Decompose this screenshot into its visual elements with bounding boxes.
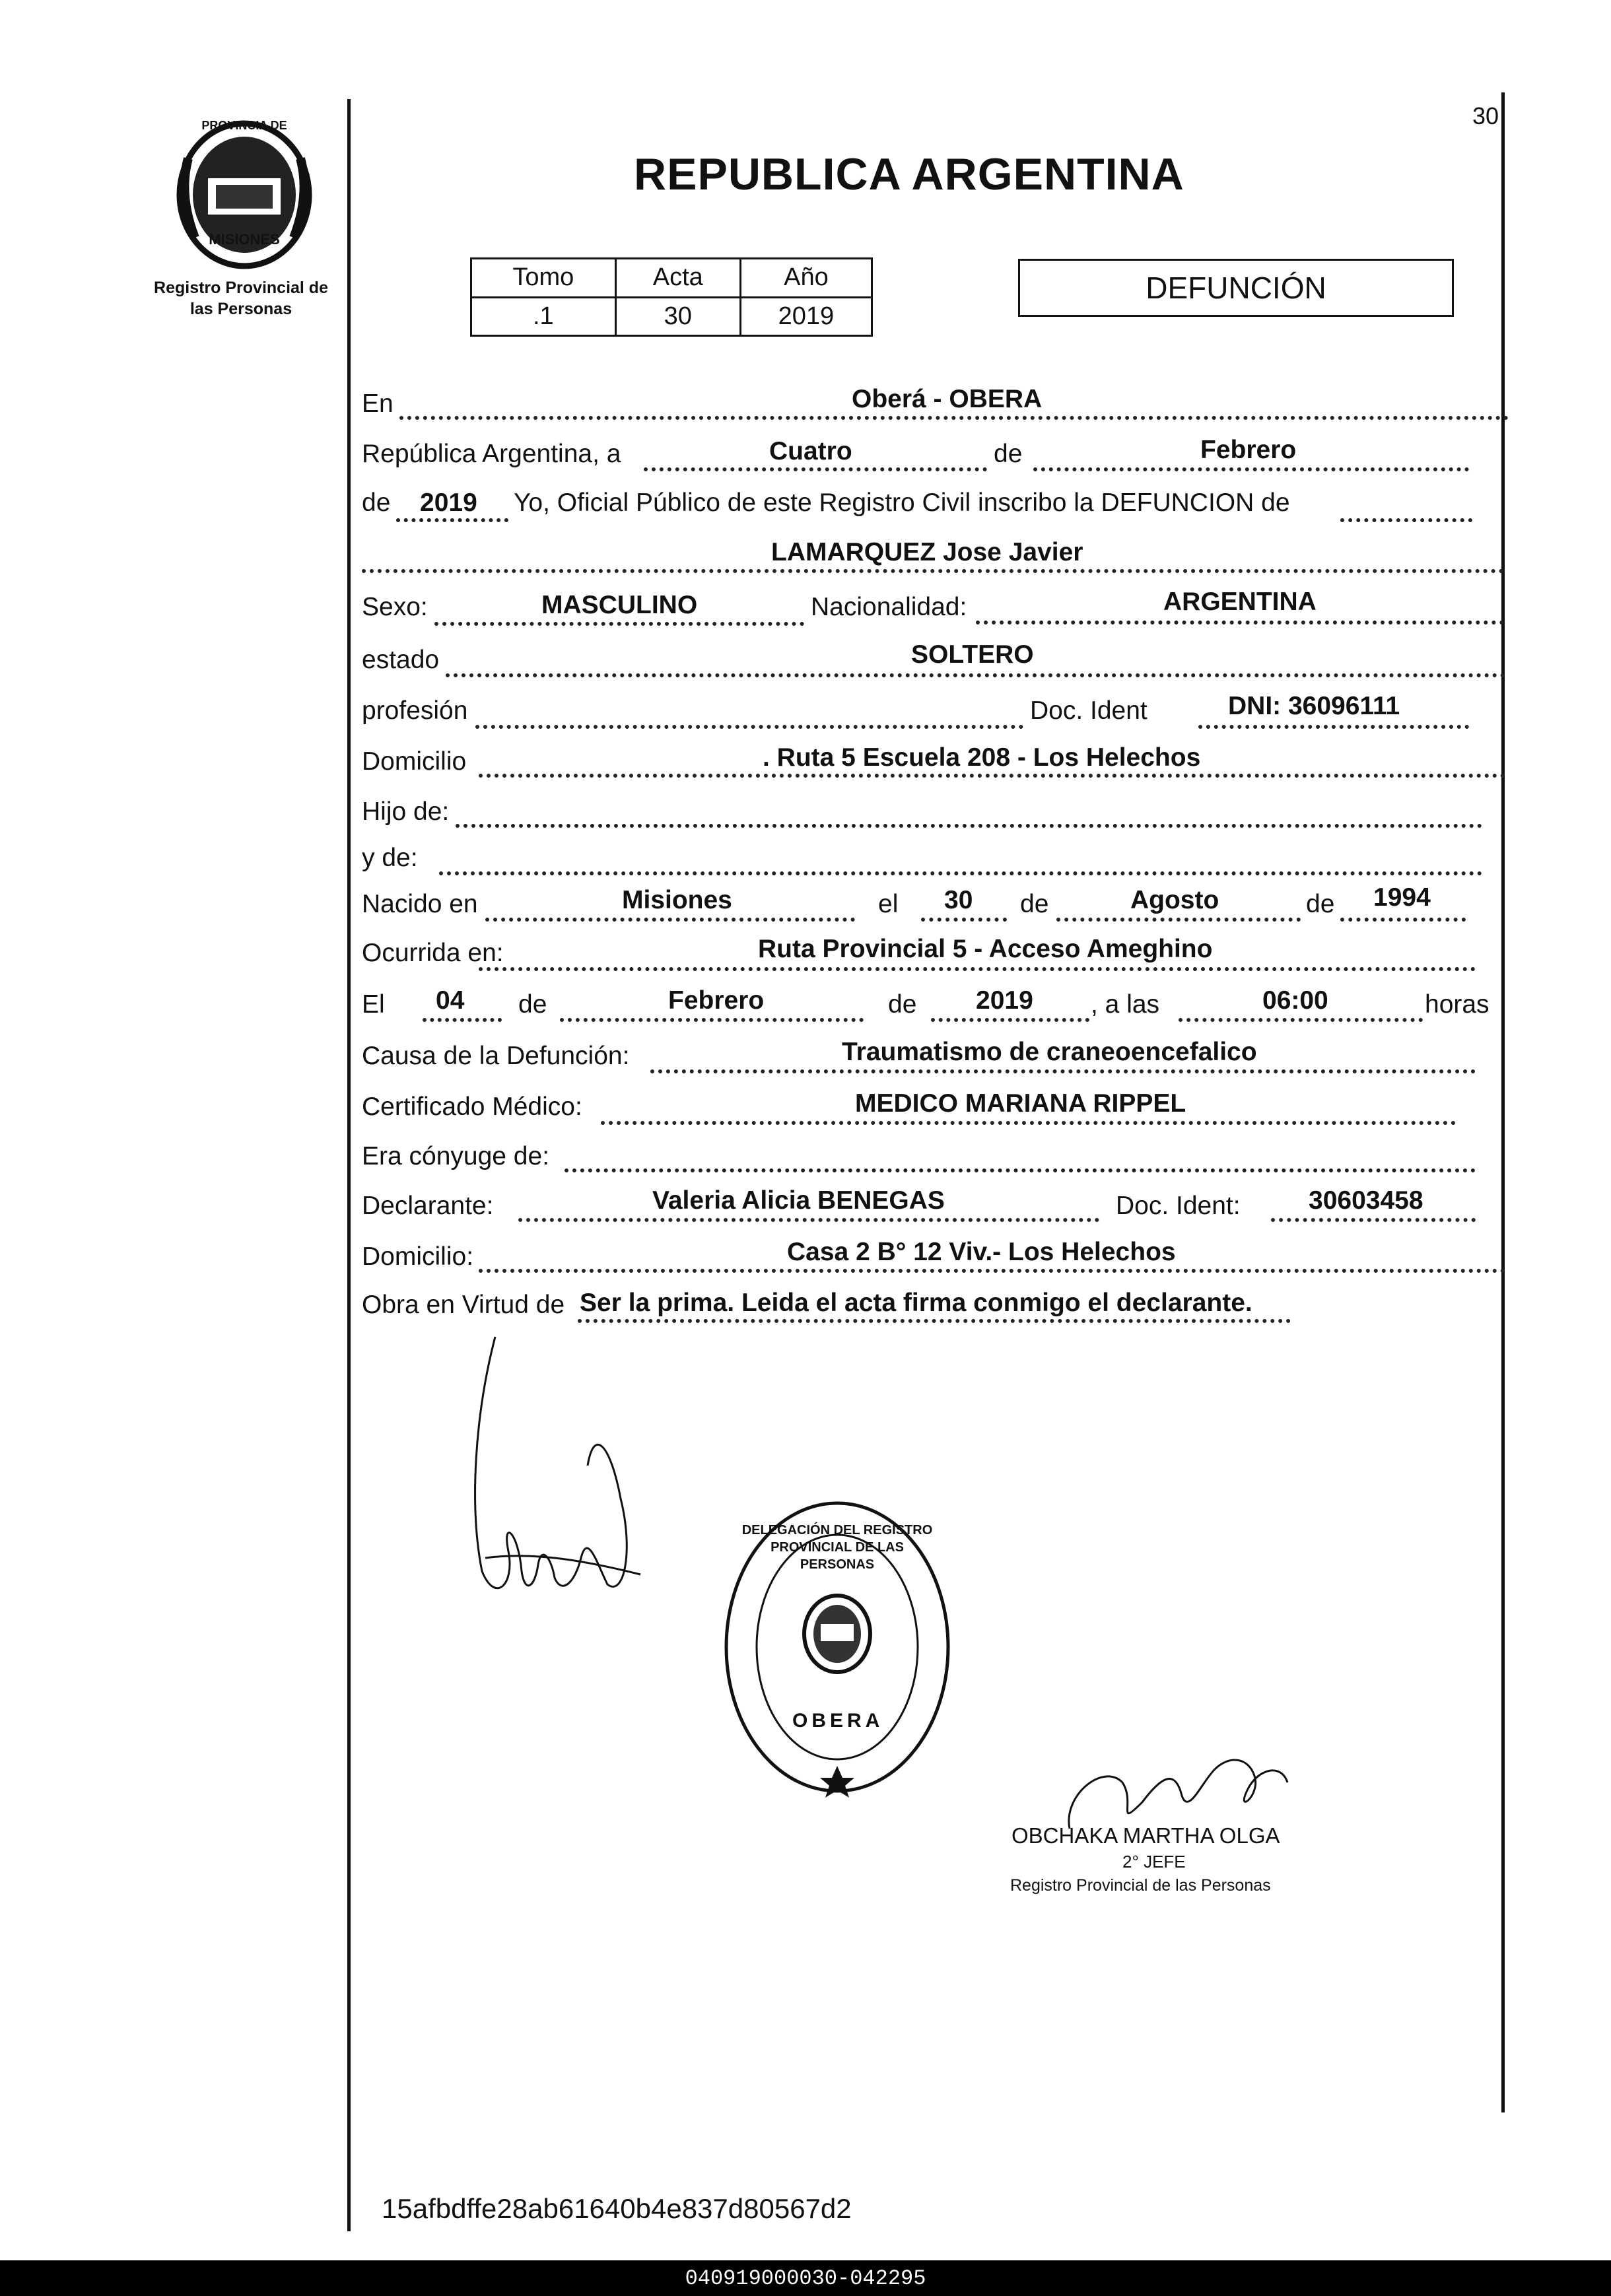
domicilio2-value: Casa 2 B° 12 Viv.- Los Helechos: [787, 1238, 1176, 1266]
y-de-label: y de:: [362, 844, 418, 872]
birth-year-value: 1994: [1373, 883, 1431, 912]
year-value: 2019: [420, 489, 477, 517]
hijo-de-line: [456, 824, 1482, 828]
hijo-de-label: Hijo de:: [362, 797, 450, 826]
year-line: [396, 518, 508, 522]
domicilio-line: [479, 774, 1505, 778]
sexo-value: MASCULINO: [541, 591, 698, 619]
document-hash: 15afbdffe28ab61640b4e837d80567d2: [382, 2193, 852, 2224]
declarante-doc-line: [1271, 1218, 1476, 1222]
death-month-value: Febrero: [668, 986, 765, 1015]
causa-line: [650, 1069, 1476, 1073]
stamp-city: OBERA: [792, 1710, 884, 1732]
official-org: Registro Provincial de las Personas: [1010, 1876, 1271, 1895]
ocurrida-value: Ruta Provincial 5 - Acceso Ameghino: [758, 935, 1213, 963]
obra-line: [578, 1319, 1291, 1323]
certificado-line: [601, 1121, 1456, 1125]
acta-value: 30: [615, 297, 740, 336]
birth-month-value: Agosto: [1130, 886, 1219, 914]
ano-header: Año: [740, 259, 872, 298]
domicilio-value: . Ruta 5 Escuela 208 - Los Helechos: [763, 743, 1201, 772]
org-name-line1: Registro Provincial de: [154, 279, 328, 297]
org-name-line2: las Personas: [189, 300, 292, 318]
doc-ident-label: Doc. Ident: [1030, 696, 1148, 725]
barcode-strip: [0, 2260, 1611, 2296]
de-label-2: de: [362, 489, 391, 517]
obra-label: Obra en Virtud de: [362, 1291, 565, 1319]
domicilio2-label: Domicilio:: [362, 1242, 474, 1271]
declarante-value: Valeria Alicia BENEGAS: [652, 1186, 945, 1215]
obra-value: Ser la prima. Leida el acta firma conmigo el declarante.: [580, 1289, 1252, 1317]
a-las-label: , a las: [1091, 990, 1160, 1019]
nacido-en-line: [485, 918, 855, 922]
deceased-name-value: LAMARQUEZ Jose Javier: [771, 538, 1083, 566]
yo-text: Yo, Oficial Público de este Registro Civil inscribo la DEFUNCION de: [514, 489, 1290, 517]
record-table-header-row: [471, 259, 872, 298]
nacionalidad-value: ARGENTINA: [1163, 588, 1317, 616]
death-year-value: 2019: [976, 986, 1033, 1015]
declarante-label: Declarante:: [362, 1192, 494, 1220]
ano-value: 2019: [740, 297, 872, 336]
certificado-value: MEDICO MARIANA RIPPEL: [855, 1089, 1186, 1118]
margin-rule-right: [1501, 92, 1505, 2112]
el-label: el: [878, 890, 899, 918]
org-name: [132, 277, 350, 320]
declarant-signature: [456, 1334, 654, 1611]
death-time-value: 06:00: [1262, 986, 1328, 1015]
barcode-text: 040919000030-042295: [685, 2266, 926, 2291]
conyuge-label: Era cónyuge de:: [362, 1142, 550, 1170]
place-value: Oberá - OBERA: [852, 385, 1043, 413]
doc-ident2-label: Doc. Ident:: [1116, 1192, 1241, 1220]
margin-rule-left: [347, 99, 351, 2231]
tomo-header: Tomo: [471, 259, 616, 298]
yo-line: [1340, 518, 1472, 522]
official-role: 2° JEFE: [1122, 1852, 1186, 1872]
page-number: 30: [1472, 102, 1499, 129]
death-day-value: 04: [436, 986, 465, 1015]
profesion-label: profesión: [362, 696, 468, 725]
birth-day-value: 30: [944, 886, 973, 914]
nacionalidad-label: Nacionalidad:: [811, 593, 967, 621]
birth-month-line: [1056, 918, 1301, 922]
acta-header: Acta: [615, 259, 740, 298]
estado-label: estado: [362, 646, 440, 674]
sexo-label: Sexo:: [362, 593, 428, 621]
y-de-line: [439, 871, 1482, 875]
birth-day-line: [921, 918, 1007, 922]
birth-year-line: [1340, 918, 1466, 922]
horas-label: horas: [1425, 990, 1490, 1019]
causa-label: Causa de la Defunción:: [362, 1042, 630, 1070]
de-label-5: de: [518, 990, 547, 1019]
death-day-line: [423, 1018, 502, 1022]
nacido-label: Nacido en: [362, 890, 478, 918]
document-title: REPUBLICA ARGENTINA: [634, 149, 1184, 199]
de-label-3: de: [1020, 890, 1049, 918]
estado-line: [446, 673, 1505, 677]
record-table: [470, 257, 873, 337]
doc-ident-line: [1198, 725, 1469, 729]
record-type-box: DEFUNCIÓN: [1018, 259, 1454, 317]
stamp-ring-text: DELEGACIÓN DEL REGISTRO PROVINCIAL DE LAS PERSONAS: [741, 1523, 933, 1572]
death-month-line: [560, 1018, 864, 1022]
en-label: En: [362, 389, 394, 418]
logo-bottom-text: MISIONES: [209, 231, 280, 248]
doc-ident-value: DNI: 36096111: [1228, 692, 1400, 720]
tomo-value: .1: [471, 297, 616, 336]
de-label-6: de: [888, 990, 917, 1019]
conyuge-line: [565, 1168, 1476, 1172]
republica-label: República Argentina, a: [362, 440, 621, 468]
month-value: Febrero: [1200, 436, 1297, 464]
death-time-line: [1179, 1018, 1423, 1022]
certificado-label: Certificado Médico:: [362, 1093, 582, 1121]
logo-top-text: PROVINCIA DE: [201, 119, 287, 132]
declarante-doc-value: 30603458: [1309, 1186, 1423, 1215]
causa-value: Traumatismo de craneoencefalico: [842, 1038, 1257, 1066]
estado-value: SOLTERO: [911, 640, 1034, 669]
domicilio2-line: [479, 1269, 1505, 1273]
de-label-1: de: [994, 440, 1023, 468]
profesion-line: [475, 725, 1023, 729]
nacido-en-value: Misiones: [622, 886, 732, 914]
el2-label: El: [362, 990, 385, 1019]
deceased-name-line: [362, 569, 1504, 573]
record-table-value-row: [471, 297, 872, 336]
ocurrida-label: Ocurrida en:: [362, 939, 504, 967]
official-name: OBCHAKA MARTHA OLGA: [1011, 1823, 1280, 1848]
day-words-value: Cuatro: [769, 437, 852, 465]
month-line: [1033, 467, 1469, 471]
ocurrida-line: [479, 967, 1476, 971]
domicilio-label: Domicilio: [362, 747, 467, 776]
sexo-line: [434, 622, 804, 626]
death-year-line: [931, 1018, 1089, 1022]
nacionalidad-line: [976, 621, 1504, 625]
place-line: [399, 416, 1509, 420]
day-words-line: [644, 467, 987, 471]
declarante-line: [518, 1218, 1099, 1222]
de-label-4: de: [1306, 890, 1335, 918]
